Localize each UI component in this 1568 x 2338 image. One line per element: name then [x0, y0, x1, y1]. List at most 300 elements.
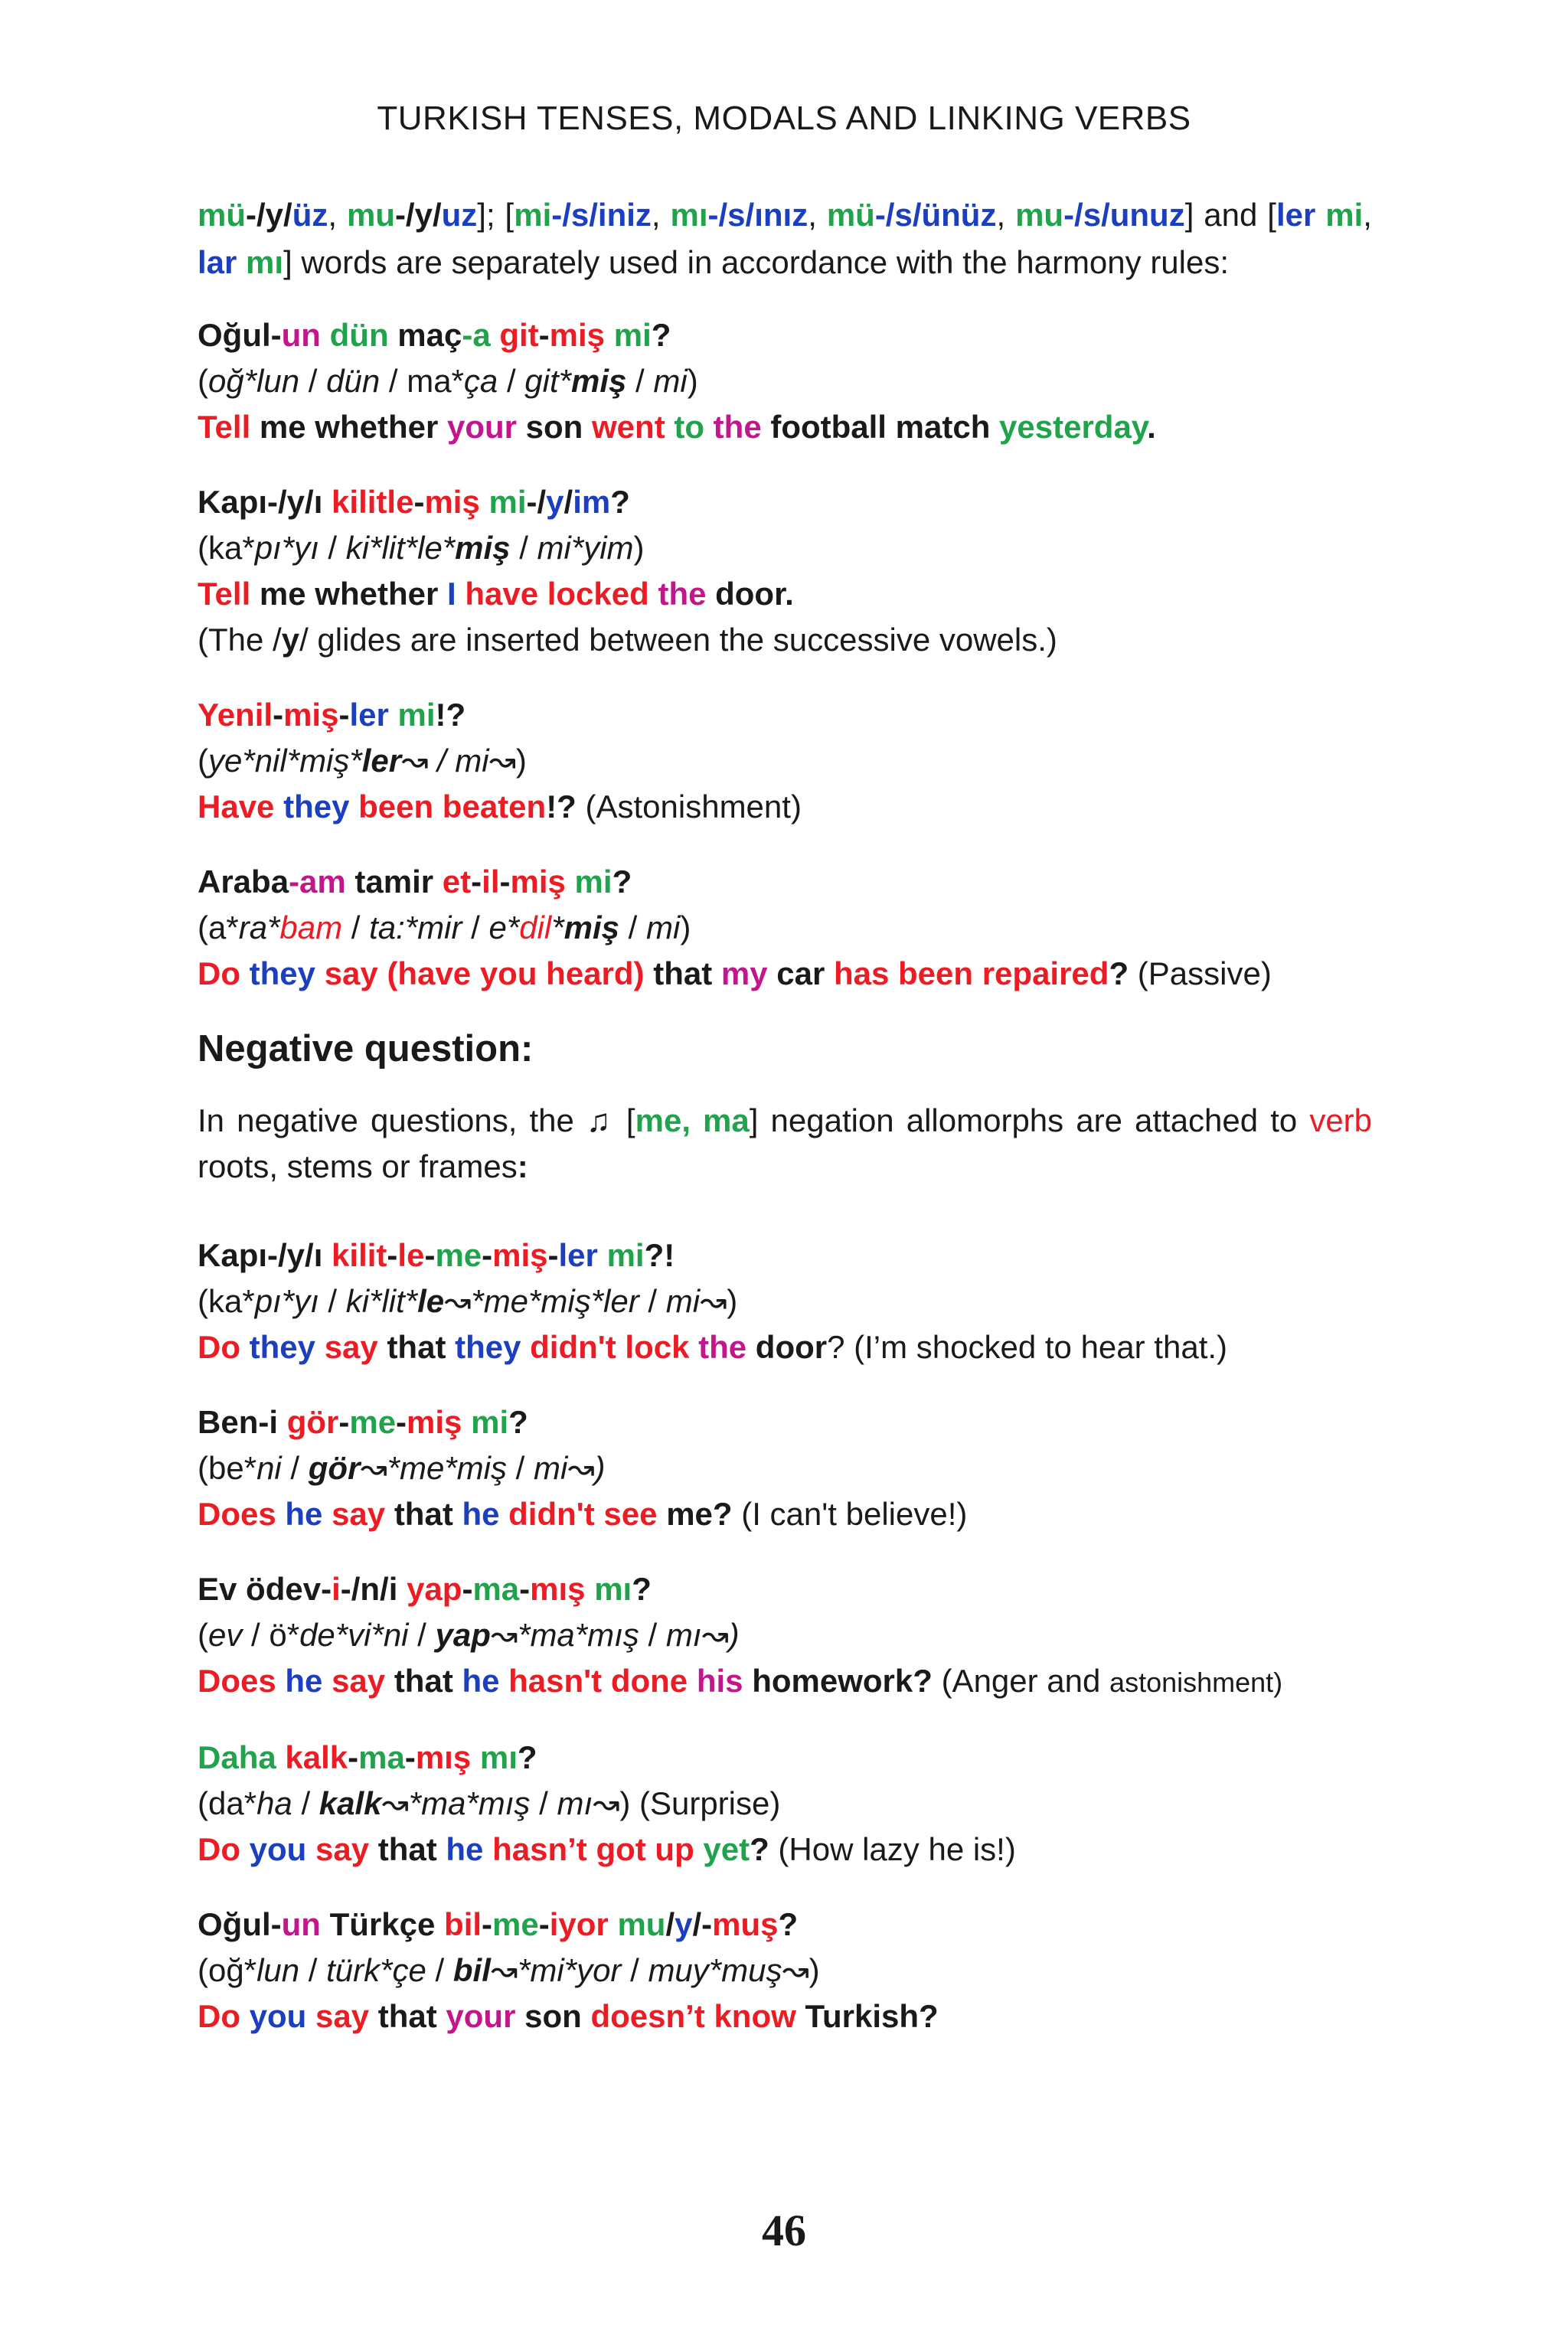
text-segment: mi	[574, 864, 612, 900]
text-segment: )	[727, 1283, 738, 1319]
text-segment: Have	[198, 789, 284, 825]
text-segment: (	[198, 1617, 208, 1653]
text-segment: Yenil	[198, 697, 273, 733]
text-segment: Daha	[198, 1739, 286, 1775]
text-segment: mi	[488, 484, 527, 520]
text-segment: Ev ödev	[198, 1571, 322, 1607]
text-segment: been beaten	[358, 789, 547, 825]
text-segment: bam	[279, 909, 343, 945]
text-segment: didn't see	[508, 1496, 667, 1532]
text-segment: -/y/	[394, 197, 442, 233]
text-segment: /	[318, 530, 346, 566]
text-segment: ler	[361, 743, 402, 779]
note	[198, 617, 1372, 663]
pronunciation	[198, 738, 1372, 784]
text-segment: (The /	[198, 622, 282, 658]
text-segment: ler	[558, 1237, 607, 1273]
text-segment: In negative questions, the ♫ [	[198, 1102, 635, 1138]
text-segment: ?	[610, 484, 630, 520]
text-segment: /	[299, 363, 327, 399]
example-block	[198, 1233, 1372, 1370]
text-segment: me whether	[259, 409, 447, 445]
text-segment: *	[551, 909, 564, 945]
text-segment: ] and [	[1184, 197, 1276, 233]
text-segment: mı	[246, 244, 284, 280]
turkish-sentence	[198, 1233, 1372, 1278]
text-segment: dün	[326, 363, 381, 399]
text-segment: ] negation allomorphs are attached to	[749, 1102, 1310, 1138]
text-segment: mi	[1325, 197, 1364, 233]
text-segment: me	[349, 1404, 397, 1440]
english-translation	[198, 1324, 1372, 1370]
text-segment: :	[517, 1148, 528, 1184]
text-segment: mı	[594, 1571, 632, 1607]
text-segment: say	[324, 955, 387, 991]
text-segment: mi↝)	[534, 1450, 606, 1486]
text-segment: mı↝	[557, 1785, 620, 1821]
text-segment: ) (Surprise)	[619, 1785, 781, 1821]
examples-negative	[198, 1233, 1372, 2039]
text-segment: he	[285, 1663, 332, 1699]
text-segment: miş	[455, 530, 511, 566]
example-block	[198, 692, 1372, 830]
text-segment: -/y/	[246, 197, 292, 233]
pronunciation	[198, 905, 1372, 951]
text-segment: ki*lit*	[345, 1283, 418, 1319]
text-segment: Do	[198, 1329, 250, 1365]
text-segment: ler	[349, 697, 398, 733]
text-segment: me	[492, 1906, 539, 1942]
text-segment: that	[377, 1998, 446, 2034]
text-segment: the	[713, 409, 771, 445]
text-segment: (Passive)	[1137, 955, 1272, 991]
example-block	[198, 1902, 1372, 2039]
example-block	[198, 859, 1372, 997]
text-segment: miş	[492, 1237, 548, 1273]
text-segment: ] words are separately used in accordance with the harmony rules:	[283, 244, 1230, 280]
text-segment: üz	[292, 197, 328, 233]
text-segment: yap	[435, 1617, 491, 1653]
text-segment: muy*muş↝	[648, 1952, 809, 1988]
text-segment: ha	[256, 1785, 292, 1821]
text-segment: ni	[256, 1450, 282, 1486]
text-segment: ö*	[269, 1617, 300, 1653]
text-segment: miş	[283, 697, 339, 733]
text-segment: he	[285, 1496, 332, 1532]
text-segment: ]; [	[477, 197, 514, 233]
text-segment: /	[639, 1283, 666, 1319]
text-segment: ,	[1363, 197, 1372, 233]
text-segment: iyor	[549, 1906, 618, 1942]
text-segment: -	[387, 1237, 398, 1273]
text-segment: the	[698, 1329, 756, 1365]
text-segment: -	[538, 317, 550, 353]
text-segment: -	[404, 1739, 416, 1775]
text-segment: /	[619, 909, 646, 945]
text-segment: went	[592, 409, 675, 445]
pronunciation	[198, 1445, 1372, 1491]
text-segment: (da*	[198, 1785, 257, 1821]
text-segment: ma	[472, 1571, 520, 1607]
text-segment: -	[270, 1906, 282, 1942]
text-segment: mi	[397, 697, 436, 733]
text-segment: -	[338, 697, 350, 733]
text-segment: (be*	[198, 1450, 257, 1486]
text-segment: they	[249, 1329, 325, 1365]
text-segment: miş	[510, 864, 575, 900]
text-segment: say	[315, 1998, 378, 2034]
text-segment: have locked	[465, 576, 658, 612]
text-segment: ↝*me*miş*ler	[444, 1283, 639, 1319]
text-segment: ,	[996, 197, 1016, 233]
text-segment: (oğ*	[198, 1952, 257, 1988]
text-segment: im	[573, 484, 611, 520]
pronunciation	[198, 358, 1372, 404]
text-segment: tamir	[354, 864, 443, 900]
text-segment: mi*yim	[537, 530, 634, 566]
text-segment: Oğul	[198, 1906, 271, 1942]
text-segment: to	[674, 409, 714, 445]
text-segment: -	[413, 484, 425, 520]
text-segment: mi	[613, 317, 652, 353]
english-translation	[198, 571, 1372, 617]
text-segment: Türkçe	[329, 1906, 445, 1942]
text-segment: (ka*	[198, 530, 255, 566]
text-segment: ↝ / mi↝	[401, 743, 516, 779]
english-translation	[198, 1827, 1372, 1873]
text-segment: mi	[645, 909, 681, 945]
text-segment: le	[397, 1237, 425, 1273]
text-segment: mi↝	[665, 1283, 727, 1319]
english-translation	[198, 1994, 1372, 2039]
text-segment: say	[332, 1496, 394, 1532]
text-segment: Tell	[198, 409, 260, 445]
text-segment: that	[394, 1496, 462, 1532]
section-heading: Negative question:	[198, 1028, 534, 1069]
text-segment: -/n/i	[340, 1571, 407, 1607]
text-segment: et	[442, 864, 472, 900]
turkish-sentence	[198, 1399, 1372, 1445]
text-segment: Does	[198, 1496, 286, 1532]
text-segment: -	[538, 1906, 550, 1942]
text-segment: ye*nil*miş*	[208, 743, 362, 779]
text-segment: -	[482, 1906, 493, 1942]
text-segment: they	[249, 955, 325, 991]
text-segment: -	[348, 1739, 359, 1775]
text-segment: miş	[571, 363, 627, 399]
text-segment: mı↝)	[665, 1617, 740, 1653]
text-segment: !?	[546, 789, 586, 825]
running-header: TURKISH TENSES, MODALS AND LINKING VERBS	[377, 100, 1191, 137]
text-segment: ↝*me*miş	[360, 1450, 507, 1486]
text-segment: -a	[462, 317, 500, 353]
turkish-sentence	[198, 1902, 1372, 1948]
english-translation	[198, 404, 1372, 450]
text-segment: e*	[488, 909, 520, 945]
text-segment: i	[332, 1571, 341, 1607]
text-segment: )	[687, 363, 698, 399]
text-segment: le	[417, 1283, 445, 1319]
turkish-sentence	[198, 1566, 1372, 1612]
text-segment: door	[755, 1329, 828, 1365]
text-segment: Does	[198, 1663, 286, 1699]
example-block	[198, 1399, 1372, 1537]
text-segment: mu	[346, 197, 395, 233]
turkish-sentence	[198, 312, 1372, 358]
text-segment: mi	[514, 197, 552, 233]
text-segment: /	[665, 1906, 675, 1942]
text-segment: mış	[530, 1571, 595, 1607]
example-block	[198, 312, 1372, 450]
text-segment: de*vi*ni	[299, 1617, 409, 1653]
text-segment: your	[446, 1998, 525, 2034]
text-segment: my	[720, 955, 777, 991]
text-segment: /	[462, 909, 489, 945]
text-segment: roots, stems or frames	[198, 1148, 518, 1184]
text-segment: -/s/	[551, 197, 598, 233]
text-segment: Oğul	[198, 317, 271, 353]
text-segment: mu	[1015, 197, 1064, 233]
text-segment: -/s/	[1063, 197, 1110, 233]
text-segment: miş	[549, 317, 614, 353]
text-segment: ça	[463, 363, 498, 399]
text-segment: un	[281, 317, 330, 353]
text-segment: il	[482, 864, 500, 900]
text-segment: Tell	[198, 576, 260, 612]
pronunciation	[198, 525, 1372, 571]
text-segment: mi	[606, 1237, 645, 1273]
text-segment: dün	[329, 317, 398, 353]
text-segment: that	[653, 955, 721, 991]
text-segment: -/y/ı	[267, 484, 332, 520]
text-segment: Do	[198, 1831, 250, 1867]
text-segment: that	[387, 1329, 456, 1365]
text-segment: ra*	[238, 909, 280, 945]
text-segment: son	[524, 1998, 591, 2034]
text-segment: -	[273, 697, 284, 733]
text-segment: Do	[198, 955, 250, 991]
text-segment: mu	[617, 1906, 666, 1942]
text-segment: / glides are inserted between the successive vowels.)	[299, 622, 1057, 658]
page-number: 46	[762, 2206, 806, 2255]
text-segment: )	[633, 530, 645, 566]
text-segment: he	[462, 1663, 509, 1699]
text-segment: lar	[198, 244, 247, 280]
text-segment: uz	[441, 197, 478, 233]
text-segment: /	[292, 1785, 319, 1821]
text-segment: !?	[435, 697, 466, 733]
text-segment: ?	[632, 1571, 652, 1607]
text-segment: ,	[651, 197, 671, 233]
text-segment: .	[1147, 409, 1156, 445]
text-segment: (	[198, 363, 208, 399]
text-segment: -/s/	[707, 197, 755, 233]
text-segment: hasn't done	[508, 1663, 697, 1699]
text-segment: mış	[415, 1739, 480, 1775]
turkish-sentence	[198, 1735, 1372, 1781]
text-segment: yap	[407, 1571, 462, 1607]
text-segment: ?	[517, 1739, 537, 1775]
text-segment: )	[808, 1952, 820, 1988]
text-segment: you	[249, 1998, 315, 2034]
text-segment: astonishment)	[1109, 1667, 1283, 1698]
example-block	[198, 1735, 1372, 1873]
text-segment: ? (I’m shocked to hear that.)	[827, 1329, 1228, 1365]
text-segment: Turkish?	[805, 1998, 939, 2034]
text-segment: that	[394, 1663, 462, 1699]
text-segment: git*	[524, 363, 571, 399]
text-segment: bil	[452, 1952, 491, 1988]
text-segment: ↝*mi*yor	[490, 1952, 622, 1988]
negative-question-paragraph	[198, 1098, 1372, 1190]
text-segment: miş	[407, 1404, 472, 1440]
text-segment: car	[776, 955, 834, 991]
text-segment: -i	[258, 1404, 287, 1440]
text-segment: (How lazy he is!)	[778, 1831, 1016, 1867]
text-segment: ?	[651, 317, 671, 353]
text-segment: -/s/	[874, 197, 922, 233]
text-segment: -	[321, 1571, 332, 1607]
text-segment: /	[639, 1617, 666, 1653]
intro-paragraph	[198, 191, 1372, 286]
text-segment: Kapı	[198, 484, 268, 520]
text-segment: verb	[1309, 1102, 1373, 1138]
text-segment: Araba	[198, 864, 289, 900]
text-segment: kilit	[332, 1237, 387, 1273]
text-segment: maç	[397, 317, 462, 353]
text-segment: -	[519, 1571, 531, 1607]
text-segment: -	[338, 1404, 350, 1440]
text-segment: (ka*	[198, 1283, 255, 1319]
example-block	[198, 1566, 1372, 1706]
text-segment: ma*	[407, 363, 464, 399]
text-segment: dil	[519, 909, 552, 945]
text-segment: they	[455, 1329, 531, 1365]
english-translation	[198, 1658, 1372, 1706]
turkish-sentence	[198, 859, 1372, 905]
text-segment: the	[658, 576, 716, 612]
text-segment: mı	[670, 197, 708, 233]
text-segment: gör	[308, 1450, 361, 1486]
text-segment: kalk	[318, 1785, 382, 1821]
text-segment: -/	[526, 484, 547, 520]
text-segment: Ben	[198, 1404, 259, 1440]
text-segment: say	[315, 1831, 378, 1867]
text-segment: (Astonishment)	[585, 789, 802, 825]
text-segment: (have you heard)	[387, 955, 654, 991]
text-segment: doesn’t know	[590, 1998, 805, 2034]
text-segment: mı	[479, 1739, 518, 1775]
text-segment: )	[515, 743, 527, 779]
text-segment: un	[281, 1906, 330, 1942]
text-segment: your	[446, 409, 526, 445]
text-segment: /-	[692, 1906, 713, 1942]
text-segment: he	[462, 1496, 509, 1532]
text-segment: /	[299, 1952, 327, 1988]
text-segment: y	[281, 622, 300, 658]
text-segment: miş	[424, 484, 489, 520]
text-segment: (a*	[198, 909, 239, 945]
text-segment: unuz	[1109, 197, 1185, 233]
text-segment: /	[281, 1450, 309, 1486]
pronunciation	[198, 1781, 1372, 1827]
text-segment: git	[499, 317, 539, 353]
text-segment: mi	[653, 363, 688, 399]
text-segment: mi	[471, 1404, 509, 1440]
text-segment: -	[396, 1404, 407, 1440]
text-segment: -/y/ı	[267, 1237, 332, 1273]
text-segment: son	[525, 409, 593, 445]
text-segment: -	[499, 864, 511, 900]
example-block	[198, 479, 1372, 663]
text-segment: say	[324, 1329, 387, 1365]
text-segment: pı*yı	[254, 1283, 319, 1319]
text-segment: ma	[358, 1739, 405, 1775]
text-segment: (Anger and	[941, 1663, 1110, 1699]
text-segment: ,	[328, 197, 347, 233]
text-segment: yesterday	[999, 409, 1148, 445]
text-segment: -	[462, 1571, 473, 1607]
text-segment: -am	[289, 864, 355, 900]
text-segment: me whether	[259, 576, 447, 612]
text-segment: /	[530, 1785, 557, 1821]
text-segment: ler	[1276, 197, 1326, 233]
text-segment: ta:*mir	[369, 909, 462, 945]
english-translation	[198, 951, 1372, 997]
text-segment: say	[332, 1663, 394, 1699]
text-segment: (I can't believe!)	[741, 1496, 968, 1532]
text-segment: /	[626, 363, 654, 399]
text-segment: door.	[715, 576, 794, 612]
text-segment: lun	[256, 1952, 300, 1988]
text-segment: Do	[198, 1998, 250, 2034]
text-segment: -	[270, 317, 282, 353]
text-segment: his	[696, 1663, 753, 1699]
text-segment: that	[377, 1831, 446, 1867]
text-segment: gör	[286, 1404, 339, 1440]
text-segment: pı*yı	[254, 530, 319, 566]
text-segment: bil	[444, 1906, 482, 1942]
text-segment: iniz	[597, 197, 652, 233]
text-segment: -	[547, 1237, 559, 1273]
text-segment: -	[424, 1237, 436, 1273]
text-segment: /	[426, 1952, 453, 1988]
text-segment: muş	[712, 1906, 779, 1942]
text-segment: ?	[508, 1404, 528, 1440]
text-segment: /	[564, 484, 573, 520]
text-segment: ?	[750, 1831, 779, 1867]
text-segment: -	[482, 1237, 493, 1273]
text-segment: ↝*ma*mış	[490, 1617, 639, 1653]
english-translation	[198, 1491, 1372, 1537]
text-segment: )	[680, 909, 691, 945]
text-segment: miş	[564, 909, 619, 945]
text-segment: ki*lit*le*	[345, 530, 456, 566]
text-segment: they	[283, 789, 359, 825]
text-segment: ↝*ma*mış	[381, 1785, 531, 1821]
text-segment: me	[435, 1237, 482, 1273]
text-segment: /	[342, 909, 370, 945]
text-segment: y	[546, 484, 564, 520]
text-segment: kalk	[285, 1739, 348, 1775]
text-segment: me, ma	[635, 1102, 750, 1138]
text-segment: Kapı	[198, 1237, 268, 1273]
text-segment: ünüz	[921, 197, 997, 233]
text-segment: didn't lock	[530, 1329, 699, 1365]
text-segment: /	[498, 363, 525, 399]
pronunciation	[198, 1278, 1372, 1324]
text-segment: /	[506, 1450, 534, 1486]
